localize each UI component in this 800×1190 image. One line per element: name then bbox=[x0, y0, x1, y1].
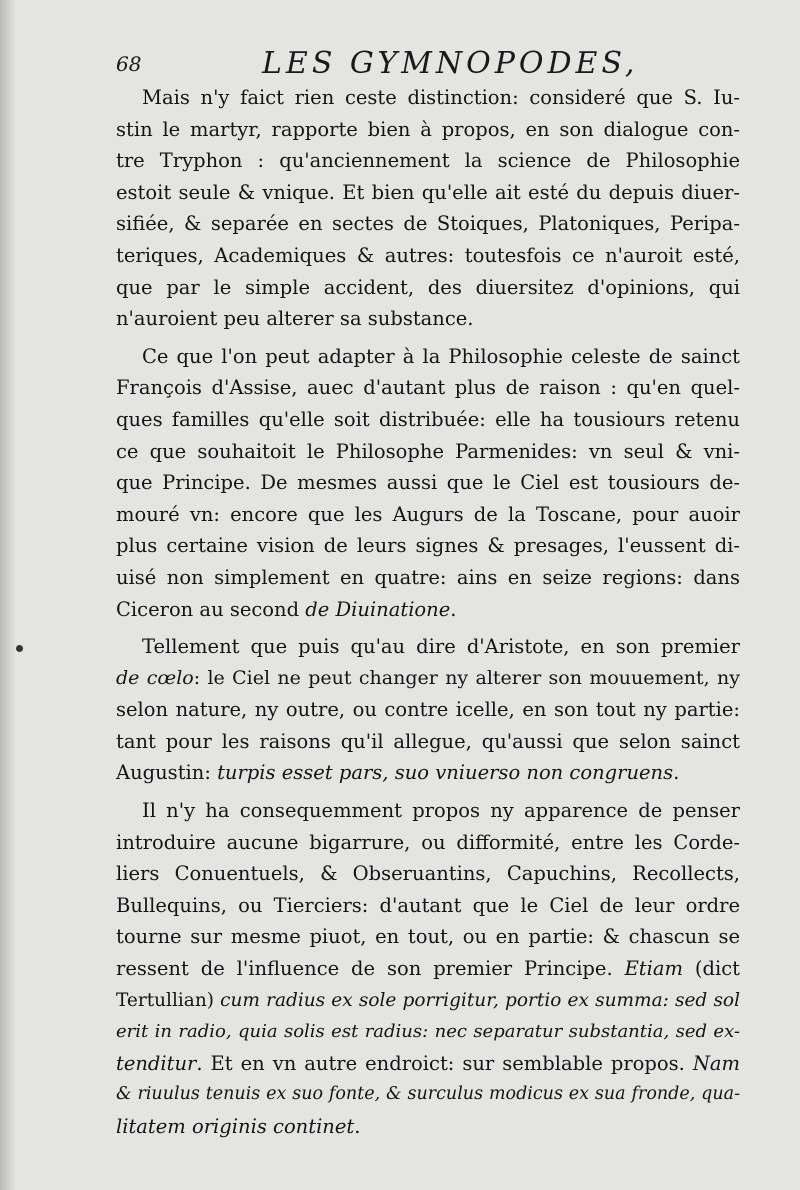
text-line bbox=[116, 594, 740, 626]
text-line bbox=[116, 177, 740, 209]
text-segment: Tertullian) bbox=[116, 989, 221, 1011]
text-line bbox=[116, 890, 740, 922]
text-line bbox=[116, 562, 740, 594]
text-line bbox=[116, 827, 740, 859]
text-segment: que Principe. De mesmes aussi que le Ciel est tousiours de- bbox=[116, 471, 740, 495]
italic-text: tenditur bbox=[116, 1051, 197, 1075]
italic-text: litatem originis continet bbox=[116, 1115, 355, 1138]
text-segment: Augustin: bbox=[116, 761, 218, 785]
text-segment: François d'Assise, auec d'autant plus de raison : qu'en quel- bbox=[116, 376, 740, 400]
text-segment: introduire aucune bigarrure, ou difformité, entre les Corde- bbox=[116, 830, 740, 854]
text-line bbox=[116, 953, 740, 985]
paragraph bbox=[116, 82, 740, 335]
paragraph bbox=[116, 631, 740, 789]
text-line bbox=[116, 303, 740, 335]
text-line bbox=[116, 1048, 740, 1080]
paragraph bbox=[116, 341, 740, 625]
text-line bbox=[116, 985, 740, 1017]
text-line bbox=[116, 467, 740, 499]
text-segment: Bullequins, ou Tierciers: d'autant que le Ciel de leur ordre bbox=[116, 893, 740, 917]
text-segment: . bbox=[673, 761, 680, 785]
text-segment: teriques, Academiques & autres: toutesfois ce n'auroit esté, bbox=[116, 243, 740, 267]
text-line bbox=[116, 858, 740, 890]
text-segment: tant pour les raisons qu'il allegue, qu'aussi que selon sainct bbox=[116, 729, 740, 753]
italic-text: Etiam bbox=[624, 957, 683, 981]
paragraph bbox=[116, 795, 740, 1143]
text-segment: sifiée, & separée en sectes de Stoiques, Platoniques, Peripa- bbox=[116, 212, 740, 236]
text-segment: stin le martyr, rapporte bien à propos, en son dialogue con- bbox=[116, 117, 740, 141]
text-segment: ce que souhaitoit le Philosophe Parmenides: vn seul & vni- bbox=[116, 439, 740, 463]
text-line bbox=[116, 1079, 740, 1111]
text-line bbox=[116, 694, 740, 726]
text-line bbox=[116, 1111, 740, 1143]
text-line bbox=[116, 404, 740, 436]
text-segment: liers Conuentuels, & Obseruantins, Capuchins, Recollects, bbox=[116, 862, 740, 886]
text-line bbox=[116, 1016, 740, 1048]
text-segment: tourne sur mesme piuot, en tout, ou en partie: & chascun se bbox=[116, 925, 740, 949]
text-line bbox=[116, 82, 740, 114]
text-line bbox=[116, 240, 740, 272]
text-line bbox=[116, 436, 740, 468]
text-segment: : le Ciel ne peut changer ny alterer son mouuement, ny bbox=[193, 666, 741, 689]
italic-text: & riuulus tenuis ex suo fonte, & surculus modicus ex sua fronde, qua- bbox=[116, 1084, 740, 1105]
text-segment: que par le simple accident, des diuersitez d'opinions, qui bbox=[116, 275, 740, 299]
page-header bbox=[110, 46, 750, 86]
text-line bbox=[116, 921, 740, 953]
text-segment: tre Tryphon : qu'anciennement la science de Philosophie bbox=[116, 149, 740, 173]
text-segment: ques familles qu'elle soit distribuée: elle ha tousiours retenu bbox=[116, 407, 740, 431]
text-segment: . bbox=[354, 1115, 361, 1138]
text-line bbox=[116, 530, 740, 562]
text-segment: Il n'y ha consequemment propos ny apparence de penser bbox=[142, 799, 740, 823]
ink-spot bbox=[16, 645, 23, 652]
text-line bbox=[116, 114, 740, 146]
text-segment: ressent de l'influence de son premier Principe. bbox=[116, 957, 625, 981]
text-line bbox=[116, 499, 740, 531]
text-line bbox=[116, 208, 740, 240]
text-line bbox=[116, 631, 740, 663]
text-line bbox=[116, 663, 740, 695]
italic-text: de cœlo bbox=[116, 666, 194, 689]
text-segment: . bbox=[450, 597, 457, 621]
italic-text: Nam bbox=[692, 1051, 740, 1075]
text-segment: n'auroient peu alterer sa substance. bbox=[116, 307, 474, 331]
italic-text: erit in radio, quia solis est radius: nec separatur substantia, sed ex- bbox=[116, 1021, 740, 1043]
text-line bbox=[116, 145, 740, 177]
page-shadow bbox=[0, 0, 16, 1190]
text-segment: selon nature, ny outre, ou contre icelle, en son tout ny partie: bbox=[116, 698, 740, 722]
text-segment: Tellement que puis qu'au dire d'Aristote, en son premier bbox=[142, 635, 740, 659]
text-segment: . Et en vn autre endroict: sur semblable propos. bbox=[196, 1051, 693, 1075]
text-line bbox=[116, 341, 740, 373]
text-line bbox=[116, 272, 740, 304]
text-segment: Mais n'y faict rien ceste distinction: consideré que S. Iu- bbox=[142, 86, 740, 109]
text-line bbox=[116, 795, 740, 827]
text-line bbox=[116, 372, 740, 404]
text-segment: plus certaine vision de leurs signes & presages, l'eussent di- bbox=[116, 534, 740, 558]
text-segment: Ciceron au second bbox=[116, 597, 306, 621]
text-line bbox=[116, 726, 740, 758]
italic-text: turpis esset pars, suo vniuerso non congruens bbox=[217, 761, 674, 785]
text-segment: (dict bbox=[683, 957, 740, 981]
body-text bbox=[116, 82, 740, 1143]
page-number: 68 bbox=[116, 52, 142, 76]
running-title: LES GYMNOPODES, bbox=[262, 46, 639, 81]
text-segment: mouré vn: encore que les Augurs de la Toscane, pour auoir bbox=[116, 502, 740, 526]
text-line bbox=[116, 757, 740, 789]
italic-text: de Diuinatione bbox=[305, 597, 451, 621]
text-segment: Ce que l'on peut adapter à la Philosophie celeste de sainct bbox=[142, 344, 740, 368]
text-segment: estoit seule & vnique. Et bien qu'elle ait esté du depuis diuer- bbox=[116, 180, 740, 204]
italic-text: cum radius ex sole porrigitur, portio ex summa: sed sol bbox=[220, 989, 740, 1011]
text-segment: uisé non simplement en quatre: ains en seize regions: dans bbox=[116, 565, 740, 589]
